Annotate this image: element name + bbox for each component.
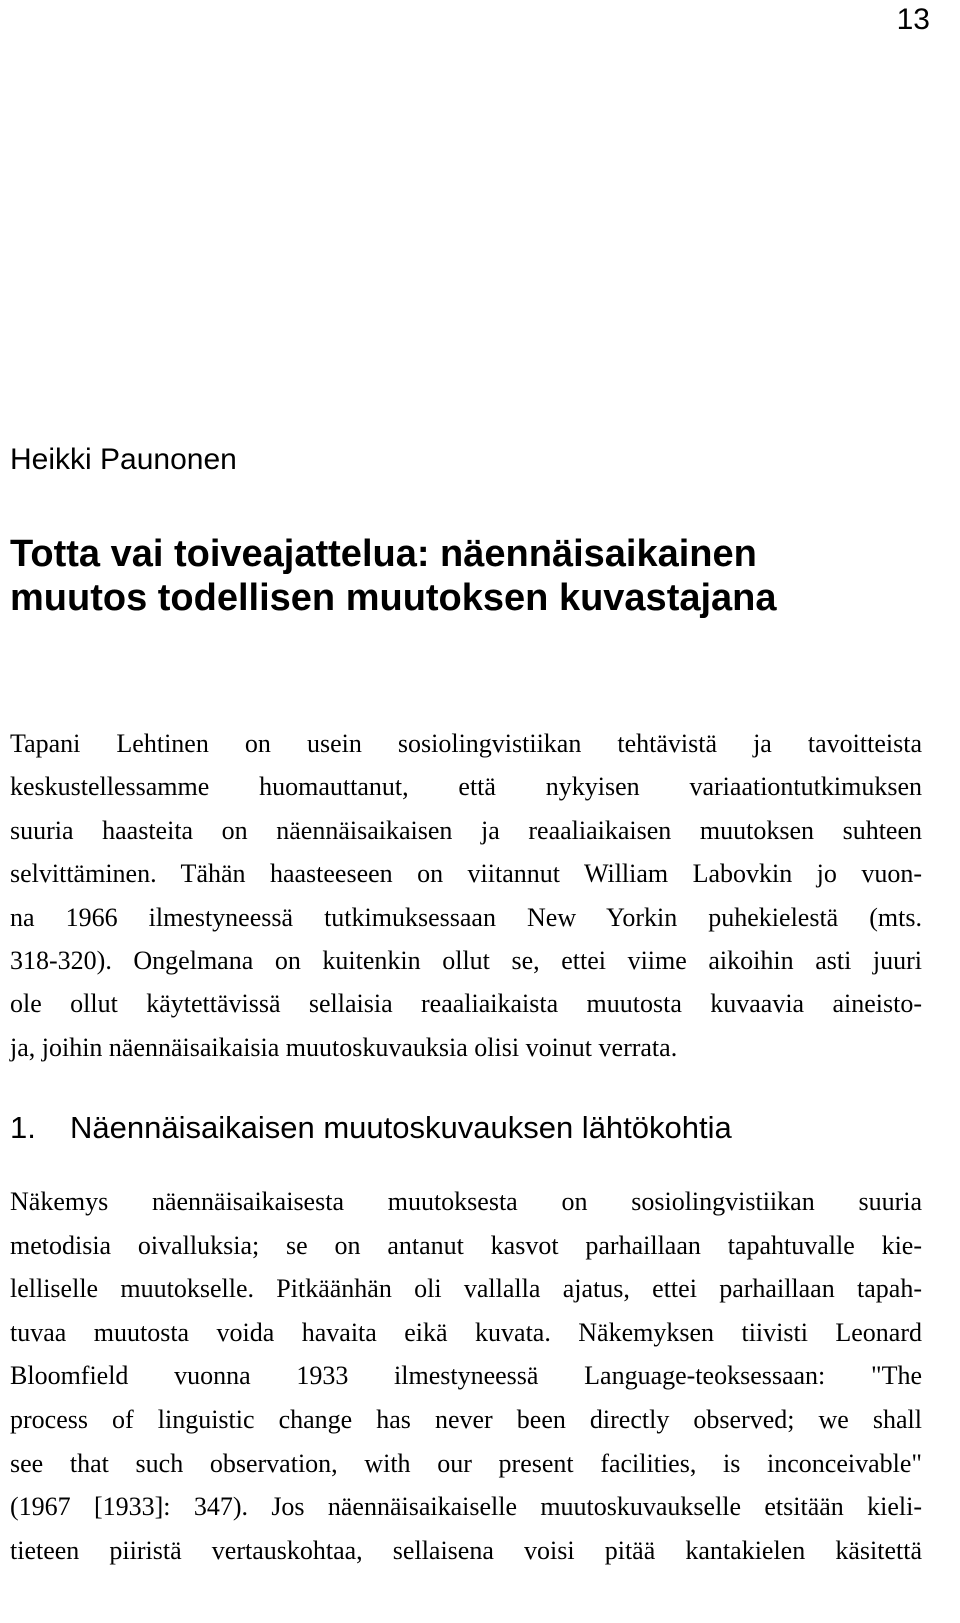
- text-line: ja, joihin näennäisaikaisia muutoskuvauksia olisi voinut verrata.: [10, 1032, 678, 1062]
- intro-paragraph: [10, 722, 922, 1069]
- section-heading: [10, 1108, 732, 1148]
- text-line: Näkemys näennäisaikaisesta muutoksesta on sosiolingvistiikan suuria: [10, 1187, 922, 1216]
- section-paragraph: [10, 1180, 922, 1572]
- title-line: Totta vai toiveajattelua: näennäisaikainen: [10, 533, 757, 575]
- text-line: ole ollut käytettävissä sellaisia reaaliaikaista muutosta kuvaavia aineisto-: [10, 989, 922, 1019]
- text-line: tuvaa muutosta voida havaita eikä kuvata. Näkemyksen tiivisti Leonard: [10, 1317, 922, 1347]
- title-line: muutos todellisen muutoksen kuvastajana: [10, 577, 777, 619]
- text-line: 318-320). Ongelmana on kuitenkin ollut se, ettei viime aikoihin asti juuri: [10, 946, 922, 976]
- text-line: na 1966 ilmestyneessä tutkimuksessaan New Yorkin puhekielestä (mts.: [10, 902, 922, 932]
- text-line: see that such observation, with our present facilities, is inconceivable": [10, 1448, 922, 1478]
- text-line: keskustellessamme huomauttanut, että nykyisen variaationtutkimuksen: [10, 772, 922, 802]
- text-line: (1967 [1933]: 347). Jos näennäisaikaiselle muutoskuvaukselle etsitään kieli-: [10, 1492, 922, 1522]
- article-title: [10, 532, 930, 620]
- page-number: 13: [896, 3, 930, 36]
- section-title: Näennäisaikaisen muutoskuvauksen lähtökohtia: [70, 1110, 732, 1145]
- text-line: Tapani Lehtinen on usein sosiolingvistiikan tehtävistä ja tavoitteista: [10, 729, 922, 758]
- text-line: Bloomfield vuonna 1933 ilmestyneessä Language-teoksessaan: "The: [10, 1361, 922, 1391]
- text-line: process of linguistic change has never been directly observed; we shall: [10, 1404, 922, 1434]
- text-line: lelliselle muutokselle. Pitkäänhän oli vallalla ajatus, ettei parhaillaan tapah-: [10, 1274, 922, 1304]
- section-number: 1.: [10, 1110, 36, 1145]
- text-line: metodisia oivalluksia; se on antanut kasvot parhaillaan tapahtuvalle kie-: [10, 1230, 922, 1260]
- author-name: Heikki Paunonen: [10, 443, 237, 476]
- text-line: selvittäminen. Tähän haasteeseen on viitannut William Labovkin jo vuon-: [10, 859, 922, 889]
- text-line: tieteen piiristä vertauskohtaa, sellaisena voisi pitää kantakielen käsitettä: [10, 1535, 922, 1565]
- text-line: suuria haasteita on näennäisaikaisen ja reaaliaikaisen muutoksen suhteen: [10, 815, 922, 845]
